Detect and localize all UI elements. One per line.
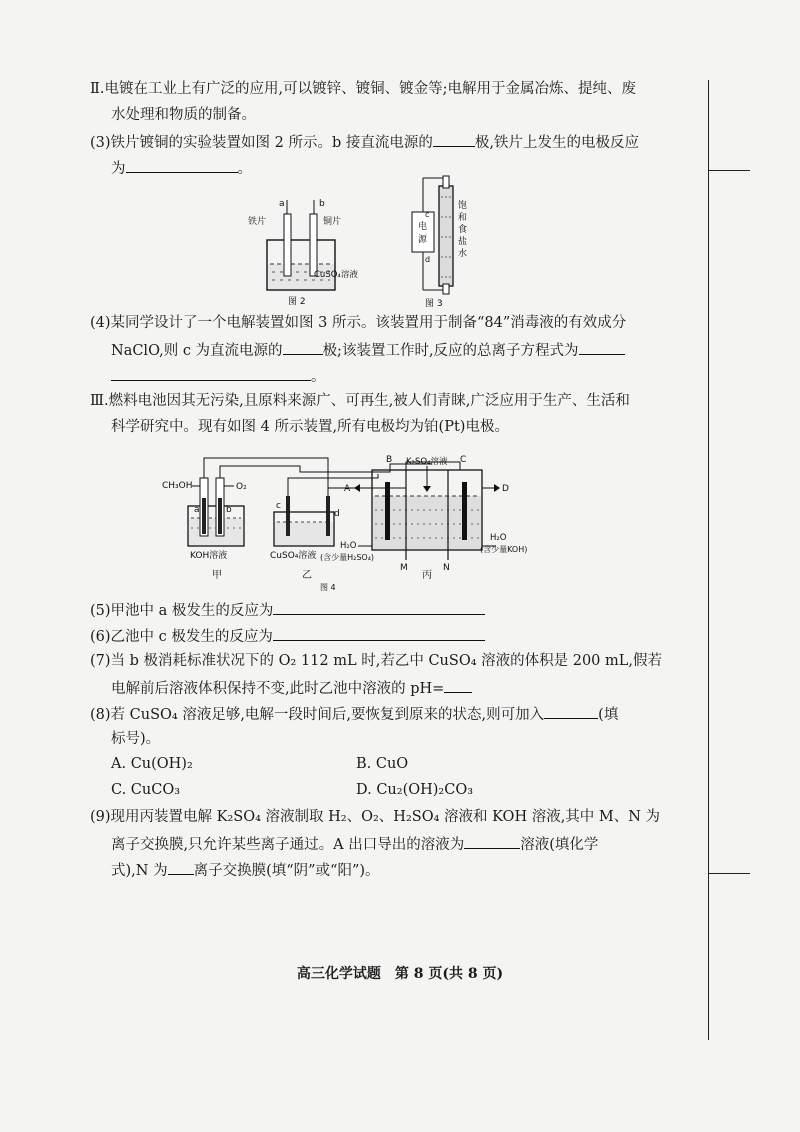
q8-text-b: (填	[598, 707, 619, 723]
figure3-label-power-2: 源	[418, 235, 428, 245]
electrolysis-tube	[439, 186, 453, 286]
q8-answer-blank[interactable]	[544, 704, 598, 719]
figure4-label-h2o-left: H₂O	[340, 541, 357, 551]
q7-text: 电解前后溶液体积保持不变,此时乙池中溶液的 pH=	[111, 681, 445, 697]
figure4-label-a: a	[194, 505, 200, 515]
q9-line2	[111, 834, 711, 854]
power-supply-box	[412, 212, 434, 252]
q8-line1	[90, 704, 690, 724]
q6-line	[90, 626, 690, 646]
figure4-fuel-cell-diagram	[160, 448, 528, 596]
q7-answer-blank-ph[interactable]	[444, 678, 472, 693]
figure3-brine-char: 水	[458, 249, 468, 259]
q9-text-c: 式),N 为	[111, 863, 168, 879]
figure4-label-h2o-left-note: (含少量H₂SO₄)	[320, 553, 375, 562]
figure4-label-k2so4: K₂SO₄溶液	[406, 457, 448, 467]
figure4-caption: 图 4	[320, 583, 336, 592]
q3-line1	[90, 132, 690, 152]
q9-text-d: 离子交换膜(填“阴”或“阳”)。	[193, 863, 380, 879]
q4-text-b: 极;该装置工作时,反应的总离子方程式为	[322, 343, 579, 359]
q9-text-a: 离子交换膜,只允许某些离子通过。A 出口导出的溶液为	[111, 837, 465, 853]
q4-text-end: 。	[311, 369, 326, 385]
figure2-electroplating-diagram	[240, 192, 370, 312]
q6-answer-blank[interactable]	[273, 626, 485, 641]
section2-intro-line2: 水处理和物质的制备。	[111, 107, 256, 123]
figure2-label-iron: 铁片	[248, 217, 267, 227]
q3-text-b: 极,铁片上发生的电极反应	[474, 135, 639, 151]
binding-margin-line	[708, 80, 709, 1040]
section3-intro-line1: Ⅲ.燃料电池因其无污染,且原料来源广、可再生,被人们青睐,广泛应用于生产、生活和	[90, 393, 630, 409]
q9-answer-blank-solution[interactable]	[464, 834, 520, 849]
q8-option-a[interactable]: A. Cu(OH)₂	[111, 756, 193, 772]
figure4-label-C: C	[460, 455, 467, 465]
figure4-label-B: B	[386, 455, 393, 465]
q7-line2	[111, 678, 711, 698]
q5-text: (5)甲池中 a 极发生的反应为	[90, 603, 274, 619]
figure3-caption: 图 3	[425, 299, 443, 309]
figure4-label-h2o-right: H₂O	[490, 533, 507, 543]
iron-plate	[284, 214, 291, 276]
figure4-label-yi: 乙	[302, 570, 312, 581]
q3-text-c: 为	[111, 161, 126, 177]
q8-option-c[interactable]: C. CuCO₃	[111, 782, 181, 798]
q4-answer-blank-equation-start[interactable]	[579, 340, 625, 355]
figure4-label-bing: 丙	[422, 570, 432, 581]
q8-option-d[interactable]: D. Cu₂(OH)₂CO₃	[356, 782, 474, 798]
figure3-brine-char: 饱	[458, 201, 468, 211]
figure3-label-d: d	[425, 255, 431, 264]
figure3-brine-char: 和	[458, 213, 468, 223]
figure4-label-koh: KOH溶液	[190, 551, 228, 561]
figure4-label-jia: 甲	[212, 570, 222, 581]
q3-answer-blank-reaction[interactable]	[126, 158, 238, 173]
figure3-label-c: c	[425, 210, 430, 219]
section3-intro-line2: 科学研究中。现有如图 4 所示装置,所有电极均为铂(Pt)电极。	[111, 419, 509, 435]
figure3-electrolysis-diagram	[395, 172, 485, 312]
q4-line2	[111, 340, 711, 360]
q8-option-b[interactable]: B. CuO	[356, 756, 409, 772]
copper-plate	[310, 214, 317, 276]
q5-answer-blank[interactable]	[273, 600, 485, 615]
q4-answer-blank-equation[interactable]	[111, 366, 311, 381]
q9-line3	[111, 860, 711, 880]
figure4-label-M: M	[400, 563, 408, 573]
q3-answer-blank-pole[interactable]	[433, 132, 475, 147]
figure4-label-h2o-right-note: (含少量KOH)	[480, 545, 528, 554]
q7-line1: (7)当 b 极消耗标准状况下的 O₂ 112 mL 时,若乙中 CuSO₄ 溶液的体积是 200 mL,假若	[90, 653, 663, 669]
figure4-label-d: d	[334, 509, 340, 519]
q9-answer-blank-membrane[interactable]	[168, 860, 194, 875]
figure4-label-ch3oh: CH₃OH	[162, 481, 193, 491]
page-footer: 高三化学试题 第 8 页(共 8 页)	[296, 966, 504, 982]
q8-line2: 标号)。	[111, 731, 161, 747]
q9-text-b: 溶液(填化学	[520, 837, 599, 853]
figure4-label-D: D	[502, 484, 509, 494]
section2-intro-line1: Ⅱ.电镀在工业上有广泛的应用,可以镀锌、镀铜、镀金等;电解用于金属冶炼、提纯、废	[90, 81, 636, 97]
q3-text-d: 。	[237, 161, 252, 177]
q5-line	[90, 600, 690, 620]
margin-tick	[708, 873, 750, 874]
q6-text: (6)乙池中 c 极发生的反应为	[90, 629, 273, 645]
q4-line3	[111, 366, 711, 386]
figure4-label-o2: O₂	[236, 482, 247, 492]
figure3-brine-char: 食	[458, 225, 468, 235]
figure2-label-a: a	[279, 199, 285, 209]
q4-answer-blank-pole[interactable]	[283, 340, 323, 355]
electrode-left	[385, 482, 390, 540]
figure2-label-copper: 铜片	[323, 217, 342, 227]
q8-text-a: (8)若 CuSO₄ 溶液足够,电解一段时间后,要恢复到原来的状态,则可加入	[90, 707, 545, 723]
q3-text-a: (3)铁片镀铜的实验装置如图 2 所示。b 接直流电源的	[90, 135, 433, 151]
q9-line1: (9)现用丙装置电解 K₂SO₄ 溶液制取 H₂、O₂、H₂SO₄ 溶液和 KOH 溶液,其中 M、N 为	[90, 809, 661, 825]
q4-text-a: NaClO,则 c 为直流电源的	[111, 343, 283, 359]
q4-line1: (4)某同学设计了一个电解装置如图 3 所示。该装置用于制备“84”消毒液的有效成分	[90, 315, 627, 331]
figure4-label-N: N	[443, 563, 450, 573]
figure3-label-power-1: 电	[418, 222, 428, 232]
figure4-label-c: c	[276, 501, 281, 511]
figure3-brine-char: 盐	[458, 237, 468, 247]
electrode-right	[462, 482, 467, 540]
figure2-label-b: b	[319, 199, 325, 209]
figure2-label-solution: CuSO₄溶液	[314, 270, 358, 280]
figure4-label-b: b	[226, 505, 232, 515]
figure2-caption: 图 2	[288, 297, 306, 307]
figure4-label-A: A	[344, 484, 351, 494]
margin-tick	[708, 170, 750, 171]
figure4-label-cuso4: CuSO₄溶液	[270, 551, 317, 561]
